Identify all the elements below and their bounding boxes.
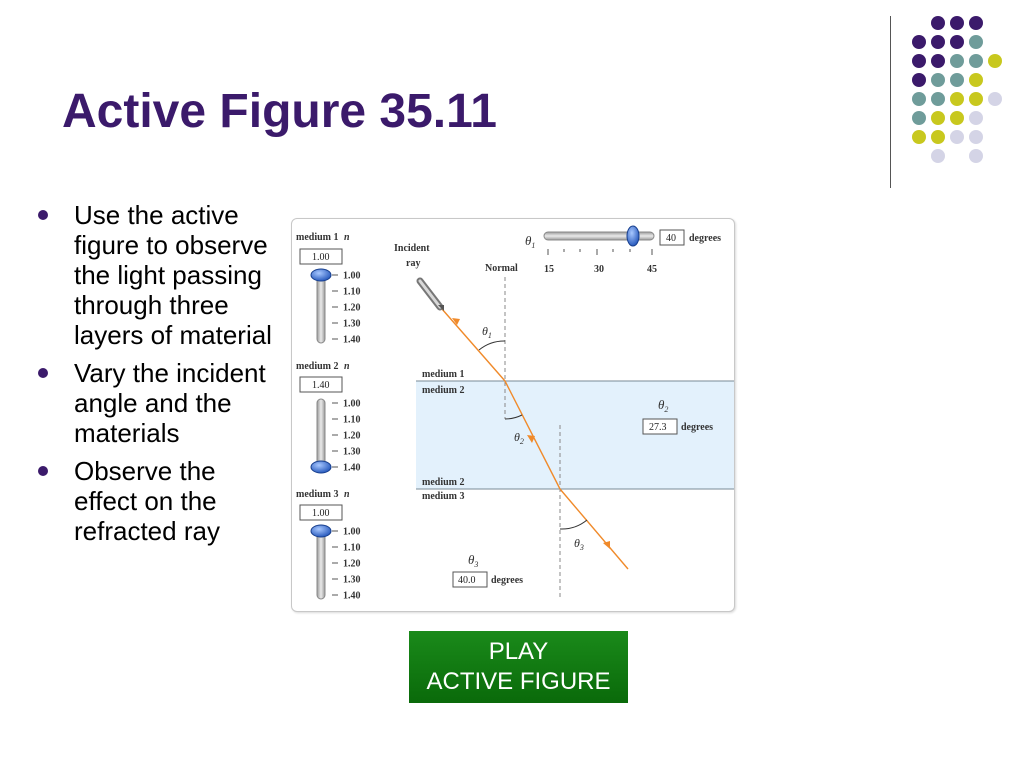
- interface-label: medium 2: [422, 385, 465, 396]
- bullet-dot: [38, 368, 48, 378]
- bullet-dot: [38, 210, 48, 220]
- theta2-unit: degrees: [681, 422, 714, 433]
- medium2-control: [296, 361, 361, 474]
- decorative-dot: [950, 35, 964, 49]
- decorative-dot: [969, 35, 983, 49]
- decorative-dot: [912, 111, 926, 125]
- decorative-dot: [969, 16, 983, 30]
- theta1-diagram-label: $\theta_1$: [482, 324, 492, 340]
- theta1-tick-label: 30: [594, 264, 604, 275]
- refraction-figure: [291, 218, 735, 612]
- n-tick-label: 1.00: [343, 398, 361, 410]
- decorative-dot: [931, 111, 945, 125]
- theta1-arc: [479, 341, 505, 350]
- medium3-label: medium 3 n: [296, 489, 350, 500]
- medium1-slider-knob[interactable]: [311, 269, 331, 281]
- n-tick-label: 1.20: [343, 302, 361, 314]
- title-divider-line: [890, 16, 891, 188]
- n-tick-label: 1.40: [343, 590, 361, 602]
- medium1-label: medium 1 n: [296, 232, 350, 243]
- decorative-dot-grid: [0, 0, 1024, 200]
- theta1-slider-knob[interactable]: [627, 226, 639, 246]
- refraction-diagram: [292, 219, 734, 611]
- decorative-dot: [912, 130, 926, 144]
- decorative-dot: [950, 16, 964, 30]
- medium3-control: [296, 489, 361, 602]
- decorative-dot: [950, 54, 964, 68]
- medium1-n-value: 1.00: [312, 252, 330, 263]
- theta1-value: 40: [666, 233, 676, 244]
- theta1-tick-label: 15: [544, 264, 554, 275]
- theta3-value: 40.0: [458, 575, 476, 586]
- emergent-ray: [560, 489, 628, 569]
- n-tick-label: 1.40: [343, 462, 361, 474]
- medium3-slider-track[interactable]: [317, 527, 325, 599]
- n-tick-label: 1.30: [343, 574, 361, 586]
- theta1-tick-label: 45: [647, 264, 657, 275]
- bullet-dot: [38, 466, 48, 476]
- decorative-dot: [912, 35, 926, 49]
- play-button-line: ACTIVE FIGURE: [426, 668, 611, 695]
- theta1-unit: degrees: [689, 233, 722, 244]
- light-source-pen-icon: [420, 281, 444, 311]
- medium3-slider-knob[interactable]: [311, 525, 331, 537]
- theta3-diagram-label: $\theta_3$: [574, 536, 584, 552]
- n-tick-label: 1.00: [343, 526, 361, 538]
- decorative-dot: [969, 111, 983, 125]
- decorative-dot: [969, 54, 983, 68]
- decorative-dot: [969, 73, 983, 87]
- n-tick-label: 1.20: [343, 558, 361, 570]
- interface-label: medium 1: [422, 369, 465, 380]
- n-tick-label: 1.00: [343, 270, 361, 282]
- n-tick-label: 1.30: [343, 446, 361, 458]
- slide-title: Active Figure 35.11: [62, 85, 497, 138]
- incident-ray-label: Incident: [394, 243, 430, 254]
- bullet-item: Observe the effect on the refracted ray: [36, 456, 276, 546]
- n-tick-label: 1.30: [343, 318, 361, 330]
- interface-label: medium 2: [422, 477, 465, 488]
- bullet-item: Vary the incident angle and the materials: [36, 358, 276, 448]
- ray-arrow: [603, 541, 610, 549]
- decorative-dot: [912, 54, 926, 68]
- medium2-slider-track[interactable]: [317, 399, 325, 471]
- theta1-slider-label: $\theta_1$: [525, 233, 536, 250]
- interface-label: medium 3: [422, 491, 465, 502]
- bullet-list: [36, 200, 276, 554]
- n-tick-label: 1.10: [343, 286, 361, 298]
- decorative-dot: [931, 54, 945, 68]
- n-tick-label: 1.10: [343, 542, 361, 554]
- decorative-dot: [950, 130, 964, 144]
- medium2-slider-knob[interactable]: [311, 461, 331, 473]
- decorative-dot: [931, 92, 945, 106]
- decorative-dot: [912, 73, 926, 87]
- theta3-unit: degrees: [491, 575, 524, 586]
- decorative-dot: [950, 92, 964, 106]
- decorative-dot: [931, 149, 945, 163]
- medium1-slider-track[interactable]: [317, 271, 325, 343]
- decorative-dot: [969, 130, 983, 144]
- decorative-dot: [931, 16, 945, 30]
- medium2-label: medium 2 n: [296, 361, 350, 372]
- medium2-region: [416, 381, 734, 489]
- decorative-dot: [912, 92, 926, 106]
- theta2-readout-label: $\theta_2$: [658, 397, 669, 414]
- incident-ray-label: ray: [406, 258, 421, 269]
- play-button-line: PLAY: [488, 638, 549, 665]
- decorative-dot: [988, 92, 1002, 106]
- decorative-dot: [931, 73, 945, 87]
- bullet-item: Use the active figure to observe the light passing through three layers of material: [36, 200, 276, 350]
- n-tick-label: 1.10: [343, 414, 361, 426]
- decorative-dot: [969, 149, 983, 163]
- theta2-diagram-label: $\theta_2$: [514, 430, 524, 446]
- decorative-dot: [950, 73, 964, 87]
- theta2-value: 27.3: [649, 422, 667, 433]
- decorative-dot: [931, 35, 945, 49]
- n-tick-label: 1.40: [343, 334, 361, 346]
- decorative-dot: [931, 130, 945, 144]
- decorative-dot: [969, 92, 983, 106]
- theta3-arc: [560, 520, 587, 529]
- n-tick-label: 1.20: [343, 430, 361, 442]
- theta1-slider-ticks: [548, 249, 652, 255]
- decorative-dot: [950, 111, 964, 125]
- medium1-control: [296, 232, 361, 346]
- play-active-figure-button[interactable]: [409, 631, 628, 703]
- medium2-n-value: 1.40: [312, 380, 330, 391]
- decorative-dot: [988, 54, 1002, 68]
- medium3-n-value: 1.00: [312, 508, 330, 519]
- normal-label: Normal: [485, 263, 518, 274]
- theta3-readout-label: $\theta_3$: [468, 552, 479, 569]
